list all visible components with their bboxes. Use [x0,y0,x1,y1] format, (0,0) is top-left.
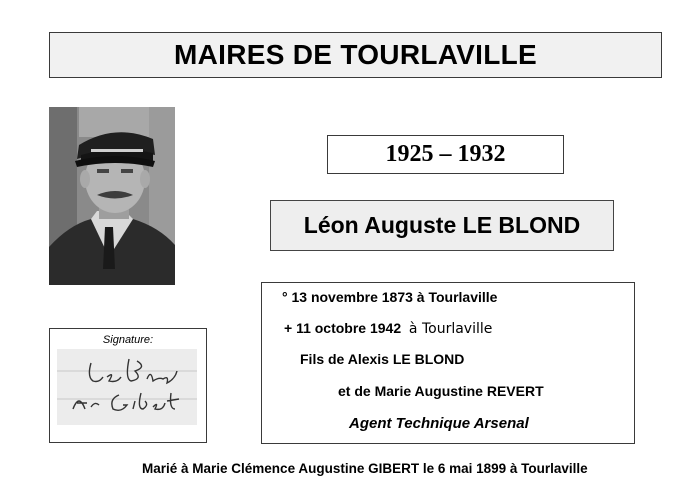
signature-box [49,328,207,443]
biography-box [261,282,635,444]
birth-line: ° 13 novembre 1873 à Tourlaville [282,289,498,305]
portrait-image [49,107,175,285]
mandate-years: 1925 – 1932 [385,141,506,167]
mayor-portrait-photo [49,107,175,285]
mother-line: et de Marie Augustine REVERT [338,383,544,399]
profession-line: Agent Technique Arsenal [349,415,529,432]
death-line [284,320,492,337]
death-date: + 11 octobre 1942 [284,320,402,336]
mayor-name: Léon Auguste LE BLOND [303,212,581,238]
father-line: Fils de Alexis LE BLOND [300,351,465,367]
mandate-years-box [327,135,564,174]
signature-label: Signature: [102,334,154,346]
signature-image [57,349,197,425]
page-title: MAIRES DE TOURLAVILLE [173,39,538,70]
signature-scribble [57,349,197,425]
death-place: à Tourlaville [408,321,493,337]
marriage-line: Marié à Marie Clémence Augustine GIBERT le 6 mai 1899 à Tourlaville [142,461,588,476]
title-banner [49,32,662,78]
mayor-name-box [270,200,614,251]
